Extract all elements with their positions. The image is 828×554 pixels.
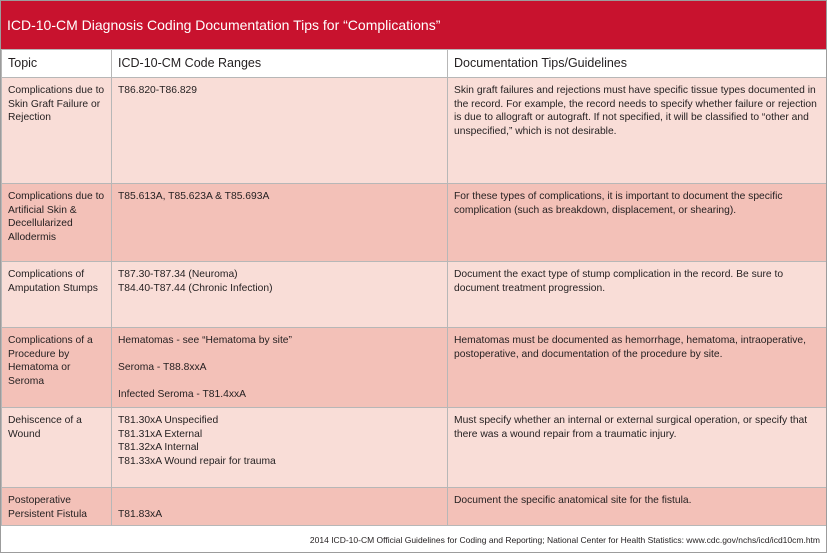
topic-cell: Complications due to Skin Graft Failure or Rejection: [2, 78, 112, 184]
code-range-line: T87.30-T87.34 (Neuroma): [118, 269, 238, 280]
code-range-line: Seroma - T88.8xxA: [118, 362, 207, 374]
source-footer: 2014 ICD-10-CM Official Guidelines for Coding and Reporting; National Center for Health Statistics: www.cdc.gov/nchs/icd/icd10cm.htm: [1, 528, 827, 552]
code-range-line: T81.33xA Wound repair for trauma: [118, 455, 276, 467]
documentation-tips-cell: Hematomas must be documented as hemorrhage, hematoma, intraoperative, postoperative, and documentation of the procedure by site.: [448, 328, 828, 408]
code-ranges-cell: [112, 328, 448, 408]
code-range-line: T84.40-T87.44 (Chronic Infection): [118, 282, 273, 294]
code-range-line: Hematomas - see “Hematoma by site”: [118, 335, 292, 346]
topic-cell: Complications due to Artificial Skin & Decellularized Allodermis: [2, 184, 112, 262]
documentation-tips-cell: Skin graft failures and rejections must have specific tissue types documented in the record. For example, the record needs to specify whether failure or rejection is due to allograft or autograft. If not specified, it will be classified to “other and unspecified,” which is not desirable.: [448, 78, 828, 184]
code-ranges-cell: [112, 408, 448, 488]
table-row: [2, 488, 828, 526]
table-row: [2, 184, 828, 262]
table-header-row: [2, 50, 828, 78]
topic-cell: Dehiscence of a Wound: [2, 408, 112, 488]
coding-tips-table: [1, 49, 827, 526]
table-row: [2, 328, 828, 408]
documentation-tips-cell: Must specify whether an internal or external surgical operation, or specify that there was a wound repair from a traumatic injury.: [448, 408, 828, 488]
code-ranges-cell: [112, 262, 448, 328]
code-range-line: T81.32xA Internal: [118, 442, 199, 454]
documentation-tips-cell: Document the specific anatomical site for the fistula.: [448, 488, 828, 526]
code-ranges-cell: [112, 488, 448, 526]
code-range-line: T81.31xA External: [118, 428, 203, 440]
topic-cell: Complications of a Procedure by Hematoma or Seroma: [2, 328, 112, 408]
code-range-line: [118, 494, 441, 508]
document-title: ICD-10-CM Diagnosis Coding Documentation Tips for “Complications”: [1, 1, 827, 49]
code-range-line: T85.613A, T85.623A & T85.693A: [118, 191, 270, 202]
table-row: [2, 262, 828, 328]
code-ranges-cell: [112, 184, 448, 262]
code-range-line: T86.820-T86.829: [118, 85, 197, 96]
code-ranges-cell: [112, 78, 448, 184]
code-range-line: T81.30xA Unspecified: [118, 415, 219, 426]
code-range-line: [118, 348, 441, 362]
header-code-ranges: ICD-10-CM Code Ranges: [112, 50, 448, 78]
code-range-line: Infected Seroma - T81.4xxA: [118, 389, 247, 401]
table-row: [2, 408, 828, 488]
header-documentation-tips: Documentation Tips/Guidelines: [448, 50, 828, 78]
table-row: [2, 78, 828, 184]
table-body: [2, 78, 828, 526]
header-topic: Topic: [2, 50, 112, 78]
topic-cell: Complications of Amputation Stumps: [2, 262, 112, 328]
code-range-line: [118, 375, 441, 389]
code-range-line: T81.83xA: [118, 508, 163, 520]
topic-cell: Postoperative Persistent Fistula: [2, 488, 112, 526]
documentation-tips-cell: For these types of complications, it is important to document the specific complication (such as breakdown, displacement, or shearing).: [448, 184, 828, 262]
documentation-tips-cell: Document the exact type of stump complication in the record. Be sure to document treatment progression.: [448, 262, 828, 328]
